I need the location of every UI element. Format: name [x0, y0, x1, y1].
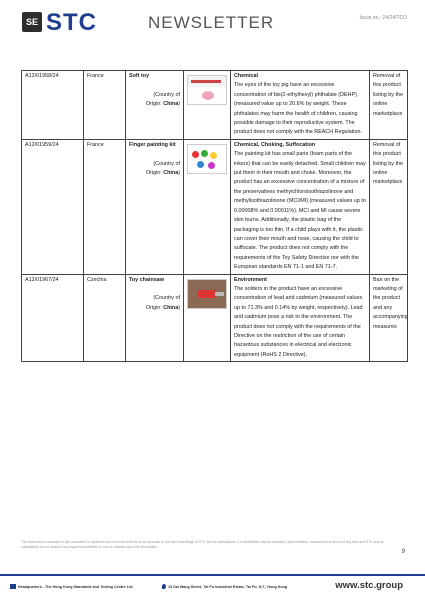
origin-prefix: (Country of	[153, 160, 180, 167]
origin-label: Origin:	[145, 101, 162, 108]
alert-reference: A12/01967/24	[22, 274, 84, 362]
measures-taken: Removal of this product listing by the online marketplace	[370, 71, 408, 140]
stc-logo-text: STC	[46, 9, 97, 36]
origin-label: Origin:	[145, 170, 162, 177]
risk-cell	[231, 274, 370, 362]
notifying-country: Czechia	[84, 274, 126, 362]
measures-taken: Removal of this product listing by the online marketplace	[370, 139, 408, 274]
address-line	[162, 584, 287, 589]
location-pin-icon	[162, 584, 166, 589]
soft-toy-product-image	[187, 75, 227, 105]
product-image-cell	[184, 274, 231, 362]
product-cell	[126, 274, 184, 362]
table-row	[22, 71, 408, 140]
headquarters-line	[10, 584, 133, 589]
risk-description: The eyes of the toy pig have an excessive concentration of bis(2-ethylhexyl) phthalate (DEHP) (measured value up to 20.6% by weight. These phthalates may harm the health of children, causing possible damage to their reproductive system. The product does not comply with the REACH Regulation.	[234, 82, 362, 136]
product-name: Finger painting kit	[129, 141, 176, 148]
website-link[interactable]: www.stc.group	[335, 580, 403, 591]
stc-logo-mark: SE	[22, 12, 42, 32]
page-footer	[0, 574, 425, 600]
origin-country: China	[163, 170, 179, 177]
origin-line: Origin: China)	[145, 170, 180, 177]
product-cell	[126, 139, 184, 274]
product-image-cell	[184, 139, 231, 274]
origin-line: Origin: China)	[145, 101, 180, 108]
page-number: 9	[401, 549, 405, 555]
risk-cell	[231, 71, 370, 140]
product-image-cell	[184, 71, 231, 140]
product-name: Toy chainsaw	[129, 276, 164, 283]
finger-painting-kit-product-image	[187, 144, 227, 174]
origin-prefix: (Country of	[153, 91, 180, 98]
origin-country: China	[163, 101, 179, 108]
alert-reference: A12/01958/24	[22, 71, 84, 140]
table-row	[22, 274, 408, 362]
newsletter-header	[0, 0, 425, 42]
risk-description: The solders in the product have an excessive concentration of lead and cadmium (measured values up to 71.3% and 0.14% by weight, respectively). Lead and cadmium pose a risk to the environment. The product does not comply with the requirements of the Directive on the restriction of the use of certain hazardous substances in electrical and electronic equipment (RoHS 2 Directive).	[234, 285, 363, 358]
table-row	[22, 139, 408, 274]
risk-type: Chemical, Choking, Suffocation	[234, 141, 316, 148]
origin-line: Origin: China)	[145, 304, 180, 311]
alerts-table	[21, 70, 408, 362]
toy-chainsaw-product-image	[187, 279, 227, 309]
notifying-country: France	[84, 71, 126, 140]
product-cell	[126, 71, 184, 140]
notifying-country: France	[84, 139, 126, 274]
risk-type: Chemical	[234, 73, 258, 79]
disclaimer-text: The information contained in this newsletter is obtained from sources believed to be accurate to the best knowledge of STC and its subsidiaries. It is distributed without warranty, representation, inducement or terms of any kind and STC and its subsidiaries do not assume any legal responsibility for use or reliance upon the information.	[21, 540, 384, 549]
origin-country: China	[163, 304, 179, 311]
risk-cell	[231, 139, 370, 274]
risk-description: The painting kit has small parts (foam parts of the inkers) that can be easily detached. Small children may put them in their mouth and choke. Moreover, the product has an excessive concentration of a mixture of the preservatives methylchloroisothiazolinone and methylisothiazolinone (MCI/MI) (measured values up to 0.00008% and 0.00011%). MCI and MI cause severe skin burns. Additionally, the plastic bag of the packaging is too thin. If a child plays with it, the plastic can cover their mouth and nose, causing the child to suffocate. The product does not comply with the requirements of the Toy Safety Directive nor with the European standards EN 71-1 and EN 71-7.	[234, 151, 366, 271]
footer-divider	[0, 574, 425, 576]
alert-reference: A12/01959/24	[22, 139, 84, 274]
measures-taken: Ban on the marketing of the product and any accompanying measures	[370, 274, 408, 362]
newsletter-title: NEWSLETTER	[148, 13, 275, 32]
building-icon	[10, 584, 16, 589]
risk-type: Environment	[234, 276, 267, 283]
issue-number: Issue no.: 24/24/TCO	[359, 15, 407, 21]
product-name: Soft toy	[129, 73, 150, 79]
origin-prefix: (Country of	[153, 295, 180, 302]
origin-label: Origin:	[145, 304, 162, 311]
headquarters-text: Headquarters - The Hong Kong Standards and Testing Centre Ltd.	[18, 585, 134, 589]
address-text: 10 Dai Wang Street, Tai Po Industrial Estate, Tai Po, N.T., Hong Kong	[168, 585, 288, 589]
